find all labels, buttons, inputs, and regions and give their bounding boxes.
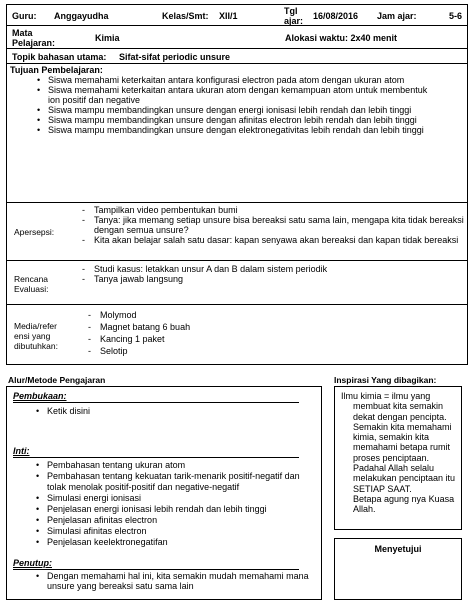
- guru-value: Anggayudha: [54, 11, 109, 21]
- list-item: • Siswa mampu membandingkan unsure dengan afinitas electron lebih rendah dan lebih tinggi: [34, 115, 434, 125]
- penutup-underline: [13, 569, 299, 570]
- penutup-title: Penutup:: [13, 558, 52, 568]
- media-row: [6, 304, 468, 365]
- inspirasi-line: membuat kita semakin: [353, 401, 444, 412]
- inspirasi-line: Allah.: [353, 504, 376, 515]
- media-label-1: Media/refer: [14, 321, 57, 331]
- list-item: - Tanya jawab langsung: [80, 274, 464, 284]
- list-item: • Ketik disini: [33, 406, 293, 416]
- list-item: • Pembahasan tentang ukuran atom: [33, 460, 317, 471]
- menyetujui-label: Menyetujui: [374, 544, 422, 554]
- header-row-1: [6, 4, 468, 26]
- alokasi-waktu: Alokasi waktu: 2x40 menit: [285, 33, 398, 43]
- list-item: • Simulasi afinitas electron: [33, 526, 317, 537]
- inti-underline: [13, 457, 299, 458]
- mapel-label-2: Pelajaran:: [12, 38, 56, 48]
- media-label-3: dibutuhkan:: [14, 341, 58, 351]
- evaluasi-label-2: Evaluasi:: [14, 284, 49, 294]
- inti-list: [33, 460, 317, 548]
- mapel-label-1: Mata: [12, 28, 33, 38]
- apersepsi-row: [6, 202, 468, 260]
- tujuan-title: Tujuan Pembelajaran:: [10, 65, 103, 75]
- topik-value: Sifat-sifat periodic unsure: [119, 52, 231, 62]
- list-item: - Studi kasus: letakkan unsur A dan B dalam sistem periodik: [80, 264, 464, 274]
- menyetujui-box: [334, 538, 462, 600]
- list-item: • Penjelasan keelektronegatifan: [33, 537, 317, 548]
- list-item: - Tampilkan video pembentukan bumi: [80, 205, 464, 215]
- inspirasi-box: [334, 386, 462, 530]
- list-item: • Penjelasan energi ionisasi lebih rendah dan lebih tinggi: [33, 504, 317, 515]
- inspirasi-line: Padahal Allah selalu: [353, 463, 435, 474]
- list-item: - Kita akan belajar salah satu dasar: kapan senyawa akan bereaksi dan kapan tidak bereaksi: [80, 235, 464, 245]
- kelas-value: XII/1: [219, 11, 238, 21]
- tujuan-list: [34, 75, 434, 135]
- pembukaan-underline: [13, 402, 299, 403]
- list-item: • Siswa mampu membandingkan unsure dengan energi ionisasi lebih rendah dan lebih tinggi: [34, 105, 434, 115]
- list-item: - Kancing 1 paket: [86, 333, 386, 345]
- evaluasi-list: [80, 264, 464, 284]
- tgl-label-1: Tgl: [284, 6, 298, 16]
- mapel-value: Kimia: [95, 33, 120, 43]
- inspirasi-line: Betapa agung nya Kuasa: [353, 493, 455, 504]
- inspirasi-title: Inspirasi Yang dibagikan:: [334, 375, 437, 385]
- list-item: • Siswa memahami keterkaitan antara ukuran atom dengan kemampuan atom untuk membentuk ion positif dan negative: [34, 85, 434, 105]
- list-item: - Selotip: [86, 345, 386, 357]
- tgl-value: 16/08/2016: [313, 11, 359, 21]
- header-row-2: [6, 25, 468, 49]
- inspirasi-line: melakukan penciptaan itu: [353, 473, 456, 484]
- tujuan-section: [10, 65, 464, 135]
- alur-title: Alur/Metode Pengajaran: [8, 375, 106, 385]
- apersepsi-list: [80, 205, 464, 245]
- inspirasi-line: proses penciptaan.: [353, 452, 430, 463]
- list-item: • Pembahasan tentang kekuatan tarik-menarik positif-negatif dan tolak menolak positif-positif dan negative-negatif: [33, 471, 317, 493]
- jam-label: Jam ajar:: [377, 11, 417, 21]
- inspirasi-line: dekat dengan pencipta.: [353, 411, 447, 422]
- tgl-label-2: ajar:: [284, 16, 304, 26]
- list-item: • Simulasi energi ionisasi: [33, 493, 317, 504]
- topik-label: Topik bahasan utama:: [12, 52, 107, 62]
- inspirasi-line: SETIAP SAAT.: [353, 483, 412, 494]
- evaluasi-label-1: Rencana: [14, 274, 49, 284]
- jam-value: 5-6: [449, 11, 463, 21]
- media-label-2: ensi yang: [14, 331, 51, 341]
- list-item: • Siswa mampu membandingkan unsure dengan elektronegativitas lebih rendah dan lebih tinggi: [34, 125, 434, 135]
- evaluasi-row: [6, 260, 468, 304]
- header-row-3: [6, 48, 468, 64]
- list-item: - Magnet batang 6 buah: [86, 321, 386, 333]
- inspirasi-line: memahami betapa rumit: [353, 442, 451, 453]
- inspirasi-line: Semakin kita memahami: [353, 421, 452, 432]
- media-list: [86, 309, 386, 357]
- pembukaan-list: [33, 406, 293, 416]
- list-item: • Siswa memahami keterkaitan antara konfigurasi electron pada atom dengan ukuran atom: [34, 75, 434, 85]
- apersepsi-label: Apersepsi:: [14, 227, 55, 237]
- penutup-list: [33, 571, 313, 591]
- list-item: - Tanya: jika memang setiap unsure bisa bereaksi satu sama lain, mengapa kita tidak bereaksi dengan semua unsure?: [80, 215, 464, 235]
- inspirasi-line: Ilmu kimia = ilmu yang: [341, 391, 431, 401]
- kelas-label: Kelas/Smt:: [162, 11, 209, 21]
- list-item: - Molymod: [86, 309, 386, 321]
- list-item: • Dengan memahami hal ini, kita semakin mudah memahami mana unsure yang bereaksi satu sama lain: [33, 571, 313, 591]
- pembukaan-title: Pembukaan:: [13, 391, 67, 401]
- inti-title: Inti:: [13, 446, 30, 456]
- inspirasi-line: kimia, semakin kita: [353, 432, 430, 443]
- guru-label: Guru:: [12, 11, 37, 21]
- list-item: • Penjelasan afinitas electron: [33, 515, 317, 526]
- alur-box: [6, 386, 322, 600]
